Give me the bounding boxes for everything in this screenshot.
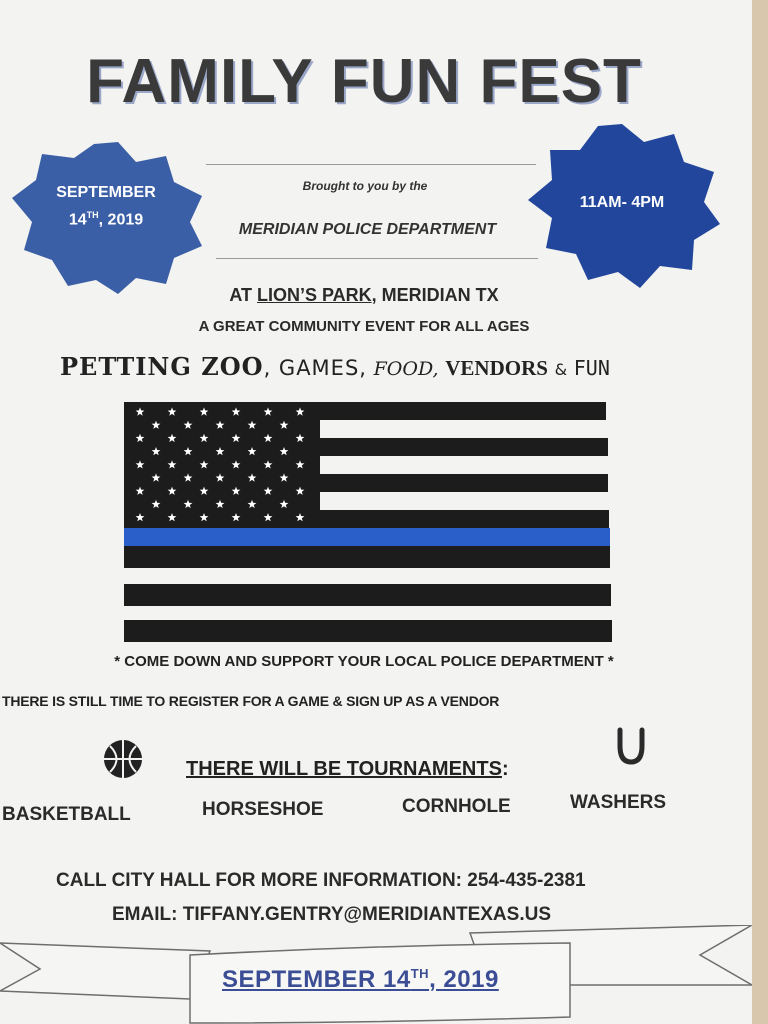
- food-text: FOOD,: [373, 358, 439, 380]
- sport-washers: WASHERS: [570, 792, 667, 813]
- petting-zoo-text: PETTING ZOO: [60, 352, 264, 381]
- horseshoe-icon: [614, 724, 648, 766]
- date-badge: [8, 142, 204, 294]
- park-name: LION’S PARK: [256, 285, 372, 305]
- ampersand-text: &: [554, 360, 568, 379]
- banner-date: SEPTEMBER 14TH, 2019: [222, 966, 499, 993]
- date-badge-day: 14TH, 2019: [68, 210, 144, 229]
- time-badge: [524, 124, 720, 288]
- brought-by-text: Brought to you by the: [302, 179, 428, 193]
- date-badge-month: SEPTEMBER: [56, 184, 156, 201]
- time-badge-text: 11AM- 4PM: [579, 194, 665, 211]
- support-message: * COME DOWN AND SUPPORT YOUR LOCAL POLICE DEPARTMENT *: [114, 653, 614, 670]
- fun-text: FUN: [573, 356, 610, 380]
- department-name: MERIDIAN POLICE DEPARTMENT: [238, 221, 497, 238]
- divider-top: [206, 164, 536, 165]
- contact-email: EMAIL: TIFFANY.GENTRY@MERIDIANTEXAS.US: [112, 904, 552, 925]
- contact-phone: CALL CITY HALL FOR MORE INFORMATION: 254-435-2381: [56, 870, 586, 891]
- location-line: AT LION’S PARK, MERIDIAN TX: [229, 285, 499, 305]
- sport-basketball: BASKETBALL: [2, 804, 131, 825]
- divider-bottom: [216, 258, 538, 259]
- flag-canton: [124, 402, 320, 528]
- sport-cornhole: CORNHOLE: [402, 796, 511, 817]
- games-text: GAMES,: [278, 356, 367, 380]
- register-message: THERE IS STILL TIME TO REGISTER FOR A GAME & SIGN UP AS A VENDOR: [2, 693, 500, 709]
- tagline: A GREAT COMMUNITY EVENT FOR ALL AGES: [198, 318, 530, 335]
- vendors-text: VENDORS: [445, 356, 548, 380]
- activities-line: PETTING ZOO, GAMES, FOOD, VENDORS & FUN: [60, 352, 610, 381]
- thin-blue-line-flag-icon: [124, 400, 614, 648]
- flyer-title: FAMILY FUN FEST: [86, 47, 642, 116]
- tournaments-heading: THERE WILL BE TOURNAMENTS:: [186, 758, 509, 780]
- basketball-icon: [102, 738, 144, 780]
- sport-horseshoe: HORSESHOE: [202, 799, 324, 820]
